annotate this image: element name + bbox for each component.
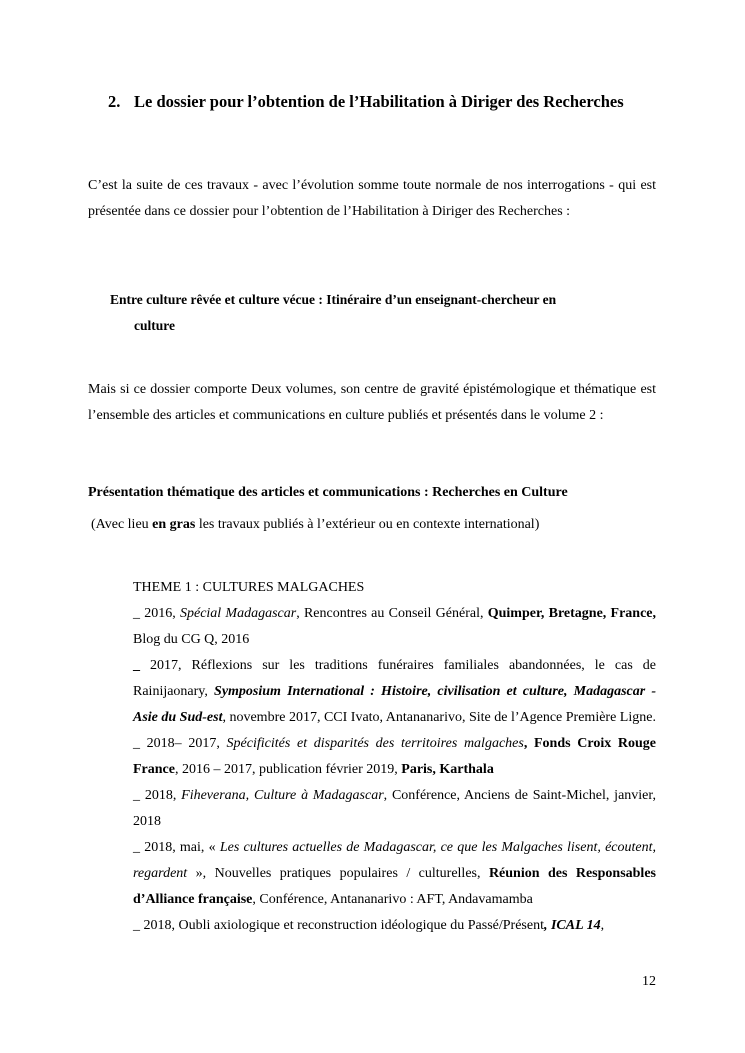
entry-text: , Rencontres au Conseil Général, [296,606,488,621]
list-item [133,731,656,783]
entry-org: , Fonds Croix Rouge France [133,736,657,777]
entry-event: , ICAL 14 [543,918,601,933]
entry-text: 2017, Réflexions sur les traditions funéraires familiales abandonnées, le cas de Rainijaonary, [133,658,656,699]
list-item [133,913,656,939]
list-item [133,783,656,835]
volume-paragraph: Mais si ce dossier comporte Deux volumes, son centre de gravité épistémologique et thématique est l’ensemble des articles et communications en culture publiés et présentés dans le volume 2 : [88,382,656,423]
list-item [133,835,656,913]
entry-text: , [600,918,605,933]
list-item [133,601,656,653]
section-number: 2. [108,92,121,111]
note-bold: en gras [152,517,196,532]
entry-text: _ 2018, Oubli axiologique et reconstruction idéologique du Passé/Présent [133,918,544,933]
entry-place: Paris, Karthala [401,762,494,777]
page-number: 12 [642,974,656,989]
entry-dash: _ [133,658,140,673]
note-after: les travaux publiés à l’extérieur ou en contexte international) [195,517,540,532]
entry-title: Les cultures actuelles de Madagascar, ce que les Malgaches lisent, écoutent, regardent [133,840,656,881]
entry-text: , 2016 – 2017, publication février 2019, [174,762,402,777]
presentation-title: Présentation thématique des articles et communications : Recherches en Culture [88,485,568,500]
entry-text: _ 2018, [133,788,182,803]
entry-text: _ 2018– 2017, [133,736,227,751]
theme-section [133,575,656,939]
bold-note [91,512,659,538]
entry-text: _ 2018, mai, « [133,840,220,855]
note-before: (Avec lieu [91,517,153,532]
entry-event: Symposium International : Histoire, civilisation et culture, Madagascar - Asie du Sud-est [133,684,656,725]
entry-text: Blog du CG Q, 2016 [133,632,250,647]
hdr-title-line2: culture [134,318,175,333]
entry-title: Spécial Madagascar [179,606,297,621]
entry-text: , Conférence, Antananarivo : AFT, Andavamamba [252,892,533,907]
hdr-title-line1: Entre culture rêvée et culture vécue : Itinéraire d’un enseignant-chercheur en [110,292,557,307]
intro-paragraph: C’est la suite de ces travaux - avec l’évolution somme toute normale de nos interrogations - qui est présentée dans ce dossier pour l’obtention de l’Habilitation à Diriger des Recherches : [88,178,656,219]
list-item [133,653,656,731]
entry-text: , Conférence, Anciens de Saint-Michel, janvier, 2018 [133,788,656,829]
entry-title: Fiheverana, Culture à Madagascar [181,788,384,803]
entry-text: _ 2016, [133,606,180,621]
entry-title: Spécificités et disparités des territoires malgaches [226,736,524,751]
entry-text: , novembre 2017, CCI Ivato, Antananarivo, Site de l’Agence Première Ligne. [222,710,656,725]
section-heading [108,86,656,118]
theme-title: THEME 1 : CULTURES MALGACHES [133,580,365,595]
entry-text: », Nouvelles pratiques populaires / culturelles, [187,866,489,881]
entry-event: Réunion des Responsables d’Alliance française [133,866,656,907]
entry-place: Quimper, Bretagne, France, [487,606,657,621]
hdr-title [110,287,650,339]
section-title: Le dossier pour l’obtention de l’Habilitation à Diriger des Recherches [134,92,624,111]
